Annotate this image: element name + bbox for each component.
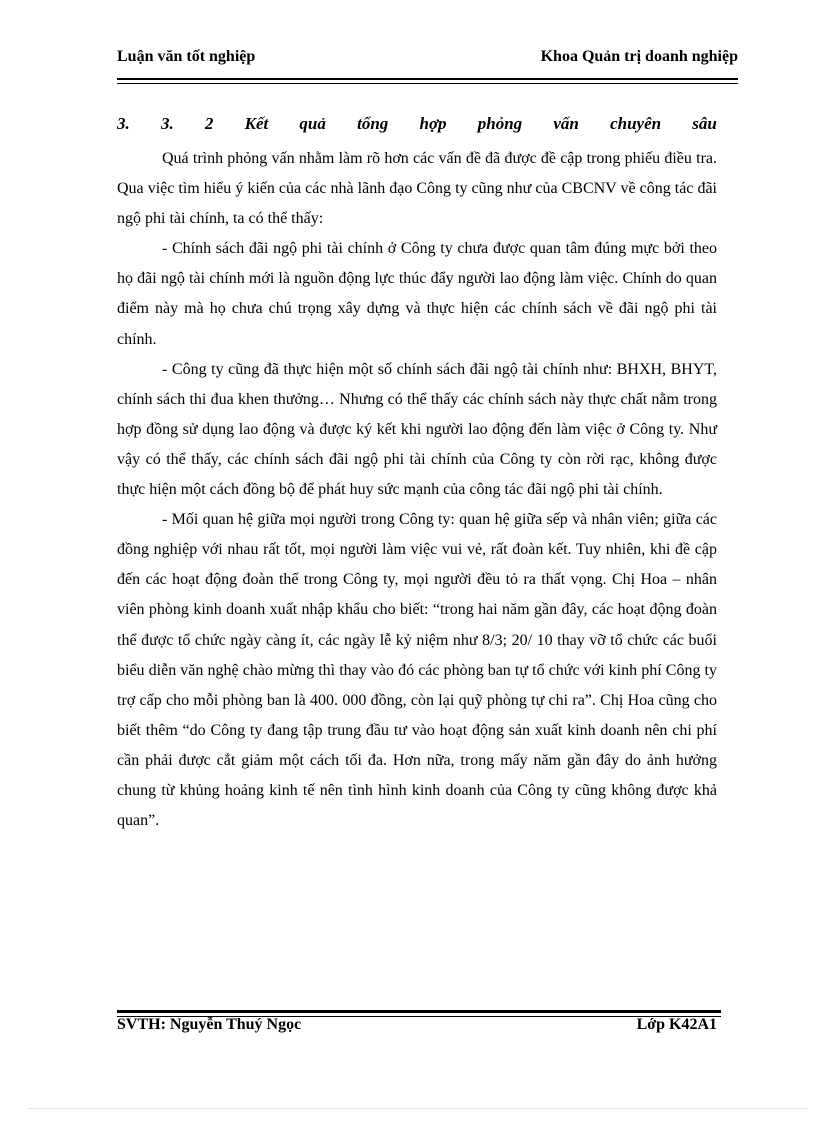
heading-token: tổng — [357, 114, 389, 133]
footer-rule — [117, 1010, 721, 1013]
heading-token: quả — [299, 114, 326, 133]
paragraph-benefits: - Công ty cũng đã thực hiện một số chính sách đãi ngộ tài chính như: BHXH, BHYT, chính sách thi đua khen thưởng… Nhưng có thể thấy các chính sách này thực chất nằm trong hợp đồng sử dụng lao động và được ký kết khi người lao động đến làm việc ở Công ty. Như vậy có thể thấy, các chính sách đãi ngộ phi tài chính của Công ty còn rời rạc, không được thực hiện một cách đồng bộ để phát huy sức mạnh của công tác đãi ngộ phi tài chính. — [117, 360, 717, 499]
page-footer — [117, 1016, 717, 1034]
header-rule — [117, 78, 738, 80]
body-text — [117, 144, 717, 836]
page-header — [117, 48, 738, 66]
paragraph-intro: Quá trình phỏng vấn nhằm làm rõ hơn các vấn đề đã được đề cập trong phiếu điều tra. Qua việc tìm hiểu ý kiến của các nhà lãnh đạo Công ty cũng như của CBCNV về công tác đãi ngộ phi tài chính, ta có thể thấy: — [117, 150, 717, 228]
heading-token: 3. — [117, 114, 130, 133]
paragraph-policy: - Chính sách đãi ngộ phi tài chính ở Công ty chưa được quan tâm đúng mực bởi theo họ đãi ngộ tài chính mới là nguồn động lực thúc đẩy người lao động làm việc. Chính do quan điểm này mà họ chưa chú trọng xây dựng và thực hiện các chính sách về đãi ngộ phi tài chính. — [117, 240, 717, 348]
heading-token: chuyên — [610, 114, 662, 133]
heading-token: 2 — [204, 114, 214, 133]
heading-token: sâu — [692, 114, 717, 133]
header-thesis-label: Luận văn tốt nghiệp — [117, 48, 256, 65]
footer-student-label: SVTH: Nguyễn Thuý Ngọc — [117, 1016, 302, 1033]
heading-token: phỏng — [477, 114, 523, 133]
header-faculty-label: Khoa Quản trị doanh nghiệp — [540, 48, 738, 65]
page-edge-divider — [28, 1108, 808, 1109]
heading-token: Kết — [244, 114, 269, 133]
heading-token: 3. — [160, 114, 174, 133]
footer-class-label: Lớp K42A1 — [636, 1016, 717, 1033]
heading-token: hợp — [419, 114, 447, 133]
header-rule-thin — [117, 83, 738, 84]
heading-token: vấn — [553, 114, 579, 133]
paragraph-relations: - Mối quan hệ giữa mọi người trong Công ty: quan hệ giữa sếp và nhân viên; giữa các đồng nghiệp với nhau rất tốt, mọi người làm việc vui vẻ, rất đoàn kết. Tuy nhiên, khi đề cập đến các hoạt động đoàn thể trong Công ty, mọi người đều tỏ ra thất vọng. Chị Hoa – nhân viên phòng kinh doanh xuất nhập khẩu cho biết: “trong hai năm gần đây, các hoạt động đoàn thể được tổ chức ngày càng ít, các ngày lễ kỷ niệm như 8/3; 20/ 10 thay vỡ tổ chức các buổi biểu diễn văn nghệ chào mừng thì thay vào đó các phòng ban tự tổ chức với kinh phí Công ty trợ cấp cho mỗi phòng ban là 400. 000 đồng, còn lại quỹ phòng tự chi ra”. Chị Hoa cũng cho biết thêm “do Công ty đang tập trung đầu tư vào hoạt động sản xuất kinh doanh nên chi phí cần phải được cắt giảm một cách tối đa. Hơn nữa, trong mấy năm gần đây do ảnh hưởng chung từ khủng hoảng kinh tế nên tình hình kinh doanh của Công ty cũng không được khả quan”. — [117, 511, 717, 830]
section-heading — [117, 114, 717, 134]
